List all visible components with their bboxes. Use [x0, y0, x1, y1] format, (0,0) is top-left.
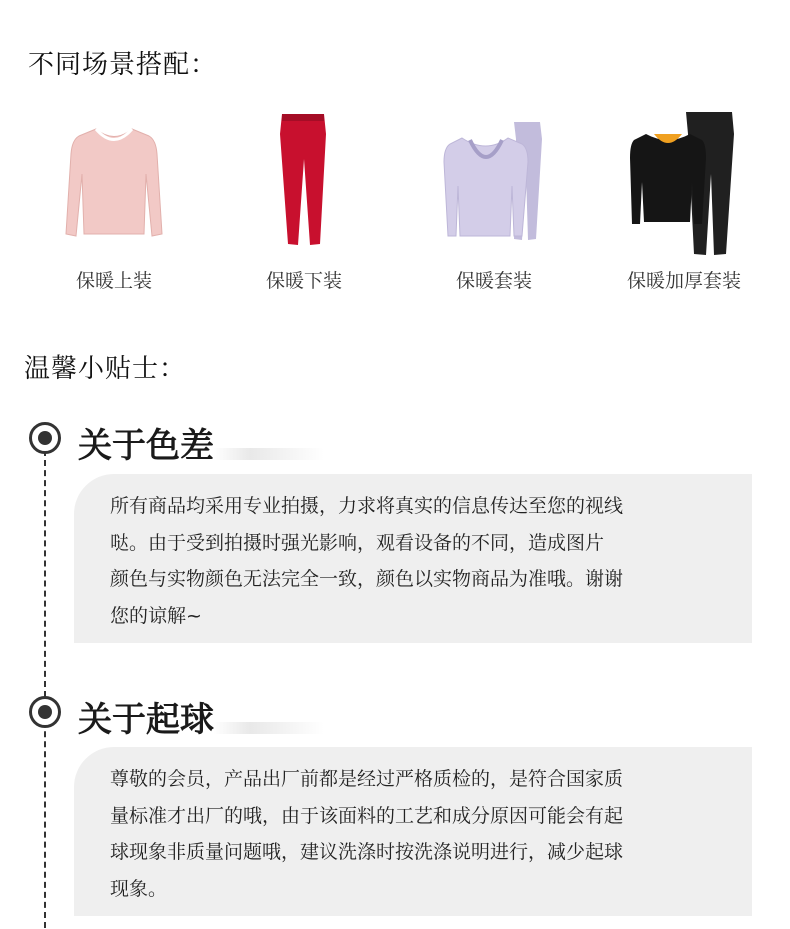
- product-item-thick-set[interactable]: [594, 104, 774, 292]
- product-row: [0, 104, 790, 304]
- tip-heading-pilling: 关于起球: [78, 692, 324, 741]
- lavender-thermal-set-icon: [404, 104, 584, 249]
- product-item-set[interactable]: [404, 104, 584, 292]
- tip-text-line: 所有商品均采用专业拍摄，力求将真实的信息传达至您的视线: [110, 495, 624, 517]
- product-label: 保暖上装: [75, 270, 152, 292]
- product-label: 保暖下装: [265, 270, 342, 292]
- tips-section-title: 温馨小贴士：: [24, 354, 187, 384]
- tip-text-line: 哒。由于受到拍摄时强光影响，观看设备的不同，造成图片: [110, 531, 605, 554]
- tip-text-line: 球现象非质量问题哦，建议洗涤时按洗涤说明进行，减少起球: [110, 841, 624, 863]
- target-bullet-icon: [29, 696, 61, 728]
- scene-section-title: 不同场景搭配：: [28, 50, 218, 80]
- black-thickened-thermal-set-icon: [594, 104, 774, 264]
- tip-text-line: 您的谅解~: [110, 604, 202, 627]
- pink-thermal-top-icon: [24, 104, 204, 244]
- product-item-top[interactable]: [24, 104, 204, 292]
- tip-heading-color-difference: 关于色差: [78, 418, 324, 467]
- product-label: 保暖套装: [455, 270, 532, 292]
- tip-text-line: 量标准才出厂的哦，由于该面料的工艺和成分原因可能会有起: [110, 804, 624, 827]
- product-item-pants[interactable]: [214, 104, 394, 292]
- product-label: 保暖加厚套装: [626, 270, 741, 292]
- tip-box-color-difference: [74, 474, 752, 643]
- tip-text-line: 尊敬的会员，产品出厂前都是经过严格质检的，是符合国家质: [110, 768, 624, 790]
- timeline-dashed-line: [44, 450, 46, 928]
- tip-text-line: 颜色与实物颜色无法完全一致，颜色以实物商品为准哦。谢谢: [110, 568, 624, 590]
- red-thermal-pants-icon: [214, 104, 394, 249]
- tip-text-line: 现象。: [110, 877, 168, 900]
- target-bullet-icon: [29, 422, 61, 454]
- tip-box-pilling: [74, 747, 752, 916]
